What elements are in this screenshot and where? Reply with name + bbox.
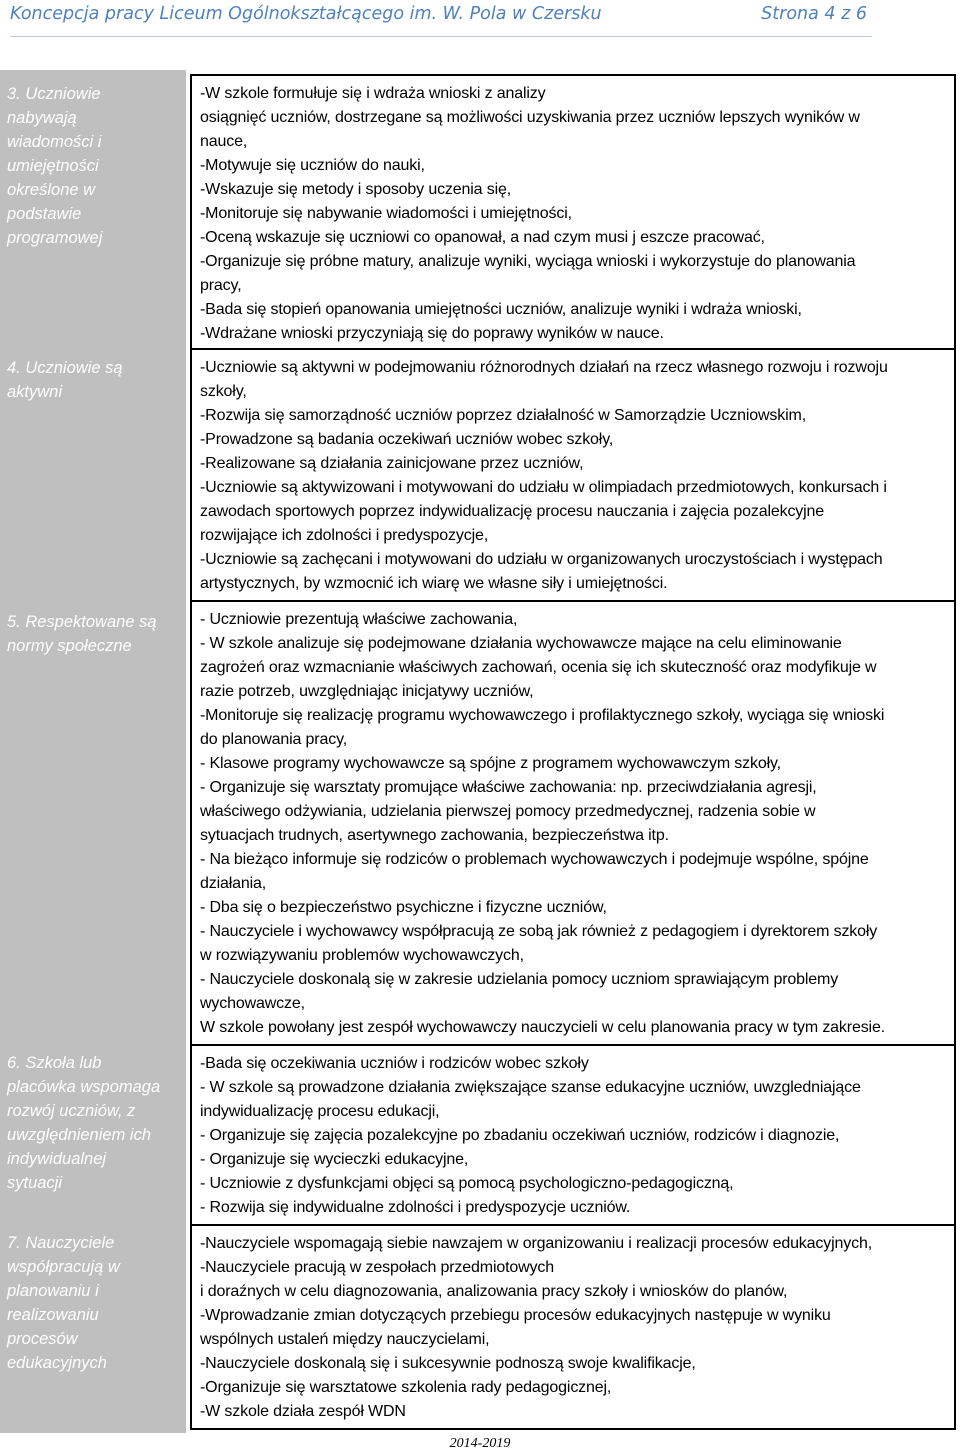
text-line: - Organizuje się zajęcia pozalekcyjne po zbadaniu oczekiwań uczniów, rodziców i diagnozie, [200,1127,840,1144]
text-line: -Prowadzone są badania oczekiwań uczniów wobec szkoły, [200,431,614,448]
text-line: - Organizuje się wycieczki edukacyjne, [200,1151,469,1168]
text-line: -Monitoruje się nabywanie wiadomości i umiejętności, [200,205,572,222]
text-line: razie potrzeb, uwzględniając inicjatywy uczniów, [200,683,534,700]
text-line: do planowania pracy, [200,731,348,748]
text-line: - W szkole analizuje się podejmowane działania wychowawcze mające na celu eliminowanie [200,635,842,652]
text-line: właściwego odżywiania, udzielania pierwszej pomocy przedmedycznej, radzenia sobie w [200,803,816,820]
text-line: -Organizuje się próbne matury, analizuje wyniki, wyciąga wnioski i wykorzystuje do planowania [200,253,856,270]
section-heading-6: 6. Szkoła lub placówka wspomaga rozwój uczniów, z uwzględnieniem ich indywidualnej sytuacji [7,1054,161,1192]
text-line: -Organizuje się warsztatowe szkolenia rady pedagogicznej, [200,1379,612,1396]
text-line: -Rozwija się samorządność uczniów poprzez działalność w Samorządzie Uczniowskim, [200,407,807,424]
text-line: pracy, [200,277,242,294]
text-line: -W szkole formułuje się i wdraża wnioski z analizy [200,85,546,102]
text-line: - Uczniowie z dysfunkcjami objęci są pomocą psychologiczno-pedagogiczną, [200,1175,734,1192]
text-line: -Wdrażane wnioski przyczyniają się do poprawy wyników w nauce. [200,325,664,342]
page-header [10,0,872,37]
text-line: wychowawcze, [200,995,305,1012]
document-title: Koncepcja pracy Liceum Ogólnokształcącego im. W. Pola w Czersku [10,4,602,24]
section-heading-4: 4. Uczniowie są aktywni [7,359,123,401]
text-line: indywidualizację procesu edukacji, [200,1103,440,1120]
text-line: W szkole powołany jest zespół wychowawczy nauczycieli w celu planowania pracy w tym zakresie. [200,1019,885,1036]
text-line: wspólnych ustaleń między nauczycielami, [200,1331,490,1348]
text-line: -Uczniowie są aktywizowani i motywowani do udziału w olimpiadach przedmiotowych, konkursach i [200,479,887,496]
text-line: -Bada się oczekiwania uczniów i rodziców wobec szkoły [200,1055,589,1072]
text-line: - Nauczyciele i wychowawcy współpracują ze sobą jak również z pedagogiem i dyrektorem szkoły [200,923,878,940]
text-line: -W szkole działa zespół WDN [200,1403,406,1420]
page-number: Strona 4 z 6 [761,4,867,24]
text-line: -Uczniowie są zachęcani i motywowani do udziału w organizowanych uroczystościach i występach [200,551,883,568]
text-line: - Uczniowie prezentują właściwe zachowania, [200,611,518,628]
text-line: -Nauczyciele pracują w zespołach przedmiotowych [200,1259,554,1276]
text-line: w rozwiązywaniu problemów wychowawczych, [200,947,524,964]
text-line: osiągnięć uczniów, dostrzegane są możliwości uzyskiwania przez uczniów lepszych wyników w [200,109,860,126]
text-line: i doraźnych w celu diagnozowania, analizowania pracy szkoły i wniosków do planów, [200,1283,788,1300]
text-line: - Dba się o bezpieczeństwo psychiczne i fizyczne uczniów, [200,899,607,916]
section-content-7 [190,1224,956,1430]
text-line: - Na bieżąco informuje się rodziców o problemach wychowawczych i podejmuje wspólne, spójne [200,851,869,868]
text-line: działania, [200,875,267,892]
text-line: szkoły, [200,383,247,400]
page-footer: 2014-2019 [449,1436,511,1451]
text-line: zagrożeń oraz wzmacnianie właściwych zachowań, ocenia się ich skuteczność oraz modyfikuje w [200,659,877,676]
section-content-4 [190,348,956,602]
requirements-column [0,70,186,1433]
text-line: -Oceną wskazuje się uczniowi co opanował, a nad czym musi j eszcze pracować, [200,229,765,246]
section-heading-7: 7. Nauczyciele współpracują w planowaniu i realizowaniu procesów edukacyjnych [7,1234,120,1372]
section-heading-3: 3. Uczniowie nabywają wiadomości i umiejętności określone w podstawie programowej [7,85,103,247]
text-line: sytuacjach trudnych, asertywnego zachowania, bezpieczeństwa itp. [200,827,669,844]
text-line: -Nauczyciele doskonalą się i sukcesywnie podnoszą swoje kwalifikacje, [200,1355,696,1372]
requirements-table [0,70,960,1433]
section-heading-5: 5. Respektowane są normy społeczne [7,613,157,655]
section-content-5 [190,600,956,1046]
text-line: - Organizuje się warsztaty promujące właściwe zachowania: np. przeciwdziałania agresji, [200,779,817,796]
text-line: -Realizowane są działania zainicjowane przez uczniów, [200,455,584,472]
text-line: - Rozwija się indywidualne zdolności i predyspozycje uczniów. [200,1199,631,1216]
text-line: -Bada się stopień opanowania umiejętności uczniów, analizuje wyniki i wdraża wnioski, [200,301,802,318]
text-line: - W szkole są prowadzone działania zwiększające szanse edukacyjne uczniów, uwzgledniające [200,1079,861,1096]
text-line: -Nauczyciele wspomagają siebie nawzajem w organizowaniu i realizacji procesów edukacyjnych, [200,1235,873,1252]
text-line: rozwijające ich zdolności i predyspozycje, [200,527,489,544]
text-line: - Klasowe programy wychowawcze są spójne z programem wychowawczym szkoły, [200,755,781,772]
text-line: - Nauczyciele doskonalą się w zakresie udzielania pomocy uczniom sprawiającym problemy [200,971,839,988]
section-content-3 [190,74,956,350]
section-content-6 [190,1044,956,1226]
text-line: artystycznych, by wzmocnić ich wiarę we własne siły i umiejętności. [200,575,668,592]
text-line: zawodach sportowych poprzez indywidualizację procesu nauczania i zajęcia pozalekcyjne [200,503,825,520]
text-line: -Motywuje się uczniów do nauki, [200,157,425,174]
text-line: -Wskazuje się metody i sposoby uczenia się, [200,181,512,198]
text-line: nauce, [200,133,248,150]
text-line: -Monitoruje się realizację programu wychowawczego i profilaktycznego szkoły, wyciąga się wnioski [200,707,885,724]
text-line: -Wprowadzanie zmian dotyczących przebiegu procesów edukacyjnych następuje w wyniku [200,1307,831,1324]
text-line: -Uczniowie są aktywni w podejmowaniu różnorodnych działań na rzecz własnego rozwoju i rozwoju [200,359,888,376]
